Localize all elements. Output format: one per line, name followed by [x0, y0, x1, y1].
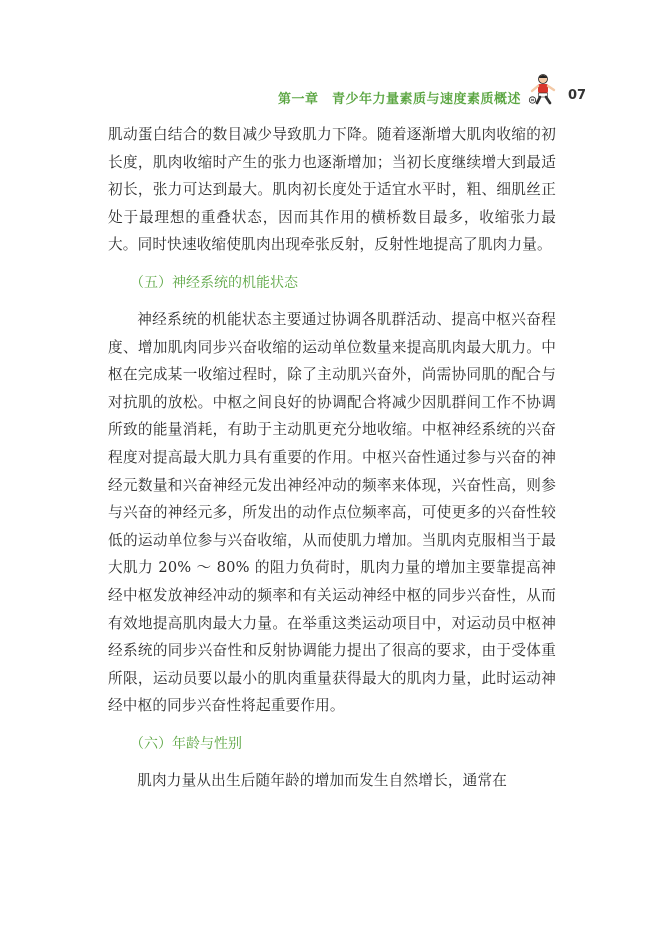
- section-heading-6: （六）年龄与性别: [130, 735, 242, 752]
- page-body: [108, 121, 556, 794]
- paragraph-section-6: 肌肉力量从出生后随年龄的增加而发生自然增长，通常在: [137, 771, 508, 789]
- running-header: [0, 86, 661, 110]
- paragraph-section-5: 神经系统的机能状态主要通过协调各肌群活动、提高中枢兴奋程度、增加肌肉同步兴奋收缩的运动单位数量来提高肌肉最大肌力。中枢在完成某一收缩过程时，除了主动肌兴奋外，尚需协同肌的配合与对抗肌的放松。中枢之间良好的协调配合将减少因肌群间工作不协调所致的能量消耗，有助于主动肌更充分地收缩。中枢神经系统的兴奋程度对提高最大肌力具有重要的作用。中枢兴奋性通过参与兴奋的神经元数量和兴奋神经元发出神经冲动的频率来体现，兴奋性高，则参与兴奋的神经元多，所发出的动作点位频率高，可使更多的兴奋性较低的运动单位参与兴奋收缩，从而使肌力增加。当肌肉克服相当于最大肌力 20% ～ 80% 的阻力负荷时，肌肉力量的增加主要靠提高神经中枢发放神经冲动的频率和有关运动神经中枢的同步兴奋性，从而有效地提高肌肉最大力量。在举重这类运动项目中，对运动员中枢神经系统的同步兴奋性和反射协调能力提出了很高的要求，由于受体重所限，运动员要以最小的肌肉重量获得最大的肌肉力量，此时运动神经中枢的同步兴奋性将起重要作用。: [108, 310, 556, 715]
- paragraph-intro: 肌动蛋白结合的数目减少导致肌力下降。随着逐渐增大肌肉收缩的初长度，肌肉收缩时产生的张力也逐渐增加；当初长度继续增大到最适初长，张力可达到最大。肌肉初长度处于适宜水平时，粗、细肌丝正处于最理想的重叠状态，因而其作用的横桥数目最多，收缩张力最大。同时快速收缩使肌肉出现牵张反射，反射性地提高了肌肉力量。: [108, 126, 556, 254]
- section-heading-5: （五）神经系统的机能状态: [130, 274, 298, 291]
- page-number: 07: [568, 88, 587, 103]
- chapter-title: 第一章 青少年力量素质与速度素质概述: [277, 92, 521, 107]
- athlete-figure-icon: [526, 72, 560, 106]
